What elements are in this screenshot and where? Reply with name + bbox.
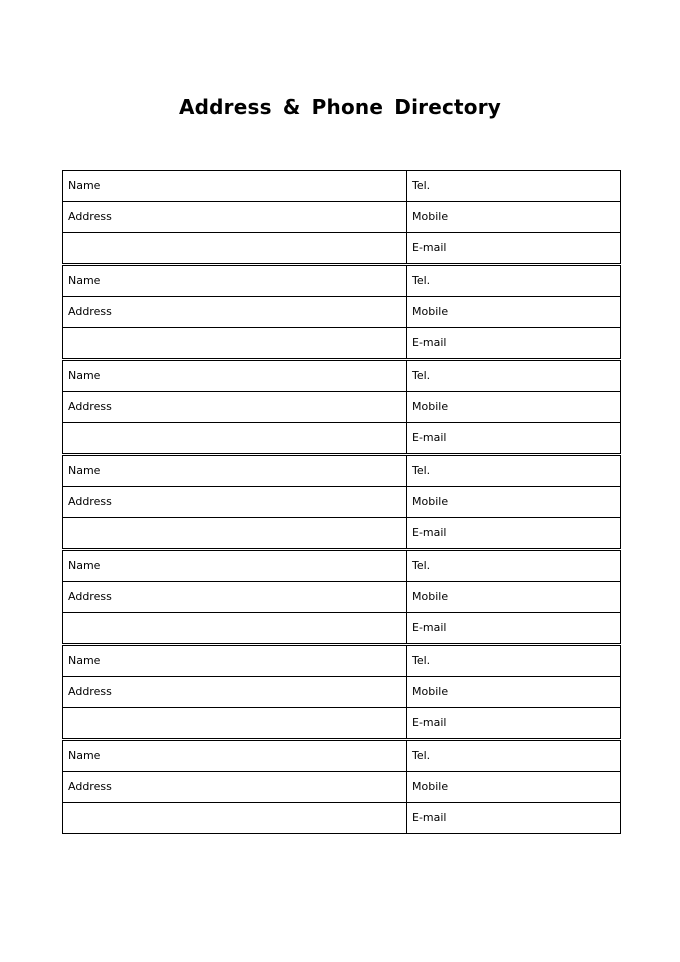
tel-field[interactable]	[407, 360, 621, 392]
mobile-label: Mobile	[412, 780, 449, 793]
tel-label: Tel.	[412, 369, 431, 382]
address-field[interactable]	[63, 582, 407, 613]
mobile-field[interactable]	[407, 202, 621, 233]
entry-row	[63, 645, 621, 677]
mobile-field[interactable]	[407, 297, 621, 328]
address-field[interactable]	[63, 677, 407, 708]
tel-label: Tel.	[412, 464, 431, 477]
email-field[interactable]	[407, 328, 621, 360]
name-field[interactable]	[63, 645, 407, 677]
entry-row	[63, 392, 621, 423]
address-label: Address	[68, 210, 112, 223]
directory-table	[62, 170, 621, 834]
name-label: Name	[68, 559, 101, 572]
entry-row	[63, 677, 621, 708]
email-label: E-mail	[412, 811, 447, 824]
entry-row	[63, 487, 621, 518]
email-label: E-mail	[412, 241, 447, 254]
entry-row	[63, 233, 621, 265]
address-field[interactable]	[63, 297, 407, 328]
entry-row	[63, 360, 621, 392]
entry-row	[63, 550, 621, 582]
address-line2-field[interactable]	[63, 328, 407, 360]
address-label: Address	[68, 400, 112, 413]
mobile-label: Mobile	[412, 495, 449, 508]
address-label: Address	[68, 495, 112, 508]
email-label: E-mail	[412, 526, 447, 539]
name-field[interactable]	[63, 360, 407, 392]
name-field[interactable]	[63, 740, 407, 772]
name-label: Name	[68, 369, 101, 382]
mobile-label: Mobile	[412, 400, 449, 413]
address-label: Address	[68, 780, 112, 793]
address-field[interactable]	[63, 487, 407, 518]
mobile-field[interactable]	[407, 392, 621, 423]
name-field[interactable]	[63, 171, 407, 202]
tel-label: Tel.	[412, 654, 431, 667]
name-label: Name	[68, 179, 101, 192]
tel-field[interactable]	[407, 265, 621, 297]
entry-row	[63, 297, 621, 328]
email-field[interactable]	[407, 803, 621, 834]
mobile-label: Mobile	[412, 210, 449, 223]
name-label: Name	[68, 274, 101, 287]
entry-row	[63, 328, 621, 360]
address-line2-field[interactable]	[63, 803, 407, 834]
address-label: Address	[68, 685, 112, 698]
tel-label: Tel.	[412, 559, 431, 572]
mobile-field[interactable]	[407, 582, 621, 613]
address-field[interactable]	[63, 392, 407, 423]
tel-label: Tel.	[412, 179, 431, 192]
email-label: E-mail	[412, 716, 447, 729]
entry-row	[63, 455, 621, 487]
address-line2-field[interactable]	[63, 708, 407, 740]
entry-row	[63, 708, 621, 740]
entry-row	[63, 803, 621, 834]
mobile-field[interactable]	[407, 677, 621, 708]
name-field[interactable]	[63, 550, 407, 582]
entry-row	[63, 518, 621, 550]
mobile-label: Mobile	[412, 590, 449, 603]
tel-label: Tel.	[412, 749, 431, 762]
address-line2-field[interactable]	[63, 518, 407, 550]
entry-row	[63, 613, 621, 645]
tel-field[interactable]	[407, 455, 621, 487]
entry-row	[63, 423, 621, 455]
address-line2-field[interactable]	[63, 423, 407, 455]
email-label: E-mail	[412, 621, 447, 634]
name-field[interactable]	[63, 455, 407, 487]
email-field[interactable]	[407, 233, 621, 265]
mobile-label: Mobile	[412, 305, 449, 318]
entry-row	[63, 740, 621, 772]
address-line2-field[interactable]	[63, 233, 407, 265]
address-line2-field[interactable]	[63, 613, 407, 645]
page-title: Address & Phone Directory	[178, 95, 502, 119]
email-label: E-mail	[412, 336, 447, 349]
tel-label: Tel.	[412, 274, 431, 287]
entry-row	[63, 582, 621, 613]
email-field[interactable]	[407, 423, 621, 455]
name-label: Name	[68, 464, 101, 477]
name-field[interactable]	[63, 265, 407, 297]
tel-field[interactable]	[407, 171, 621, 202]
name-label: Name	[68, 749, 101, 762]
entry-row	[63, 772, 621, 803]
mobile-field[interactable]	[407, 772, 621, 803]
mobile-label: Mobile	[412, 685, 449, 698]
address-label: Address	[68, 305, 112, 318]
email-label: E-mail	[412, 431, 447, 444]
entry-row	[63, 171, 621, 202]
tel-field[interactable]	[407, 740, 621, 772]
address-field[interactable]	[63, 772, 407, 803]
tel-field[interactable]	[407, 550, 621, 582]
email-field[interactable]	[407, 613, 621, 645]
email-field[interactable]	[407, 708, 621, 740]
entry-row	[63, 265, 621, 297]
name-label: Name	[68, 654, 101, 667]
address-field[interactable]	[63, 202, 407, 233]
directory-body	[63, 171, 621, 834]
entry-row	[63, 202, 621, 233]
email-field[interactable]	[407, 518, 621, 550]
mobile-field[interactable]	[407, 487, 621, 518]
tel-field[interactable]	[407, 645, 621, 677]
address-label: Address	[68, 590, 112, 603]
